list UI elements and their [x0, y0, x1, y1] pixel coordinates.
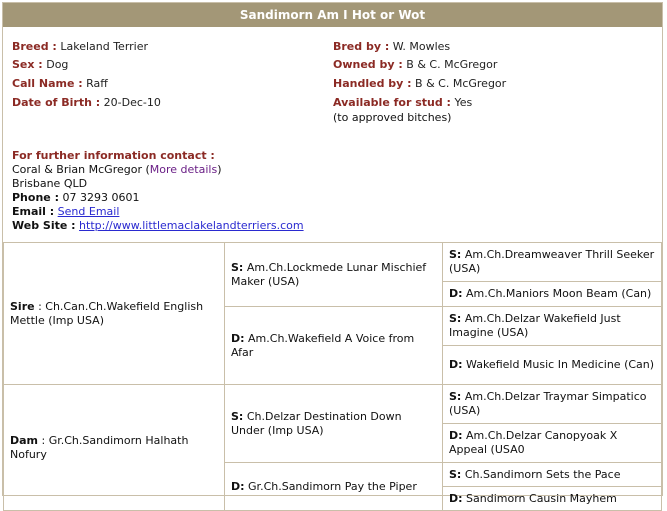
callname-value: Raff	[86, 77, 108, 90]
ownedby-value: B & C. McGregor	[406, 58, 498, 71]
dob-value: 20-Dec-10	[103, 96, 161, 109]
sss-cell	[443, 243, 662, 282]
contact-names: Coral & Brian McGregor (	[12, 163, 150, 176]
dam-dam-name: Gr.Ch.Sandimorn Pay the Piper	[248, 479, 417, 493]
more-details-link[interactable]: More details	[149, 163, 218, 176]
sire-dam-cell	[225, 307, 443, 385]
sds-name: Am.Ch.Delzar Wakefield Just Imagine (USA)	[449, 312, 621, 339]
sdd-cell	[443, 346, 662, 385]
sire-dam-name: Am.Ch.Wakefield A Voice from Afar	[231, 331, 415, 359]
dam-sire-name: Ch.Delzar Destination Down Under (Imp USA)	[231, 409, 402, 437]
sire-cell: Sire : Ch.Can.Ch.Wakefield English Mettle (Imp USA)	[4, 243, 225, 385]
d-prefix: D:	[231, 479, 245, 493]
s-prefix: S:	[449, 248, 462, 261]
dss-name: Am.Ch.Delzar Traymar Simpatico (USA)	[449, 390, 647, 417]
s-prefix: S:	[449, 312, 462, 325]
bredby-row	[333, 40, 450, 53]
sex-label: Sex :	[12, 58, 43, 71]
dob-row	[12, 96, 161, 109]
breed-row	[12, 40, 148, 53]
d-prefix: D:	[449, 491, 463, 505]
stud-note: (to approved bitches)	[333, 111, 452, 124]
contact-heading: For further information contact :	[12, 149, 215, 162]
stud-label: Available for stud :	[333, 96, 451, 109]
s-prefix: S:	[449, 467, 462, 481]
dds-cell	[443, 463, 662, 487]
website-link[interactable]: http://www.littlemaclakelandterriers.com	[79, 219, 304, 232]
breed-value: Lakeland Terrier	[60, 40, 149, 53]
dss-cell	[443, 385, 662, 424]
stud-row	[333, 96, 472, 109]
contact-block	[12, 149, 304, 233]
contact-names-line	[12, 163, 304, 177]
s-prefix: S:	[231, 260, 244, 274]
handledby-value: B & C. McGregor	[415, 77, 507, 90]
dob-label: Date of Birth :	[12, 96, 101, 109]
ownedby-row	[333, 58, 497, 71]
email-label: Email :	[12, 205, 55, 218]
sire-name: Ch.Can.Ch.Wakefield English Mettle (Imp USA)	[10, 299, 204, 327]
ownedby-label: Owned by :	[333, 58, 403, 71]
ddd-cell	[443, 487, 662, 511]
ssd-name: Am.Ch.Maniors Moon Beam (Can)	[466, 287, 652, 300]
dog-profile-card	[2, 2, 663, 505]
dam-dam-cell	[225, 463, 443, 511]
dam-sire-cell	[225, 385, 443, 463]
d-prefix: D:	[449, 358, 463, 371]
s-prefix: S:	[231, 409, 244, 423]
dam-cell: Dam : Gr.Ch.Sandimorn Halhath Nofury	[4, 385, 225, 511]
sds-cell	[443, 307, 662, 346]
contact-phone-line	[12, 191, 304, 205]
sire-sire-name: Am.Ch.Lockmede Lunar Mischief Maker (USA)	[231, 260, 427, 288]
handledby-label: Handled by :	[333, 77, 412, 90]
s-prefix: S:	[449, 390, 462, 403]
ssd-cell	[443, 282, 662, 307]
sire-sire-cell	[225, 243, 443, 307]
dsd-name: Am.Ch.Delzar Canopyoak X Appeal (USA0	[449, 429, 618, 456]
d-prefix: D:	[231, 331, 245, 345]
handledby-row	[333, 77, 506, 90]
sss-name: Am.Ch.Dreamweaver Thrill Seeker (USA)	[449, 248, 655, 275]
dam-prefix: Dam	[10, 433, 39, 447]
dsd-cell	[443, 424, 662, 463]
d-prefix: D:	[449, 429, 463, 442]
dam-name: Gr.Ch.Sandimorn Halhath Nofury	[10, 433, 189, 461]
sex-value: Dog	[46, 58, 69, 71]
contact-email-line	[12, 205, 304, 219]
stud-value: Yes	[454, 96, 473, 109]
bredby-value: W. Mowles	[392, 40, 451, 53]
contact-names-close: )	[217, 163, 222, 176]
contact-city: Brisbane QLD	[12, 177, 88, 190]
phone-value: 07 3293 0601	[62, 191, 140, 204]
dog-title: Sandimorn Am I Hot or Wot	[3, 3, 662, 27]
web-label: Web Site :	[12, 219, 76, 232]
sire-prefix: Sire	[10, 299, 35, 313]
sex-row	[12, 58, 68, 71]
callname-label: Call Name :	[12, 77, 83, 90]
send-email-link[interactable]: Send Email	[57, 205, 120, 218]
sdd-name: Wakefield Music In Medicine (Can)	[466, 358, 655, 371]
bredby-label: Bred by :	[333, 40, 390, 53]
breed-label: Breed :	[12, 40, 57, 53]
contact-web-line	[12, 219, 304, 233]
phone-label: Phone :	[12, 191, 59, 204]
pedigree-table	[3, 242, 662, 511]
d-prefix: D:	[449, 287, 463, 300]
ddd-name: Sandimorn Causin Mayhem	[466, 491, 617, 505]
dds-name: Ch.Sandimorn Sets the Pace	[464, 467, 621, 481]
callname-row	[12, 77, 108, 90]
